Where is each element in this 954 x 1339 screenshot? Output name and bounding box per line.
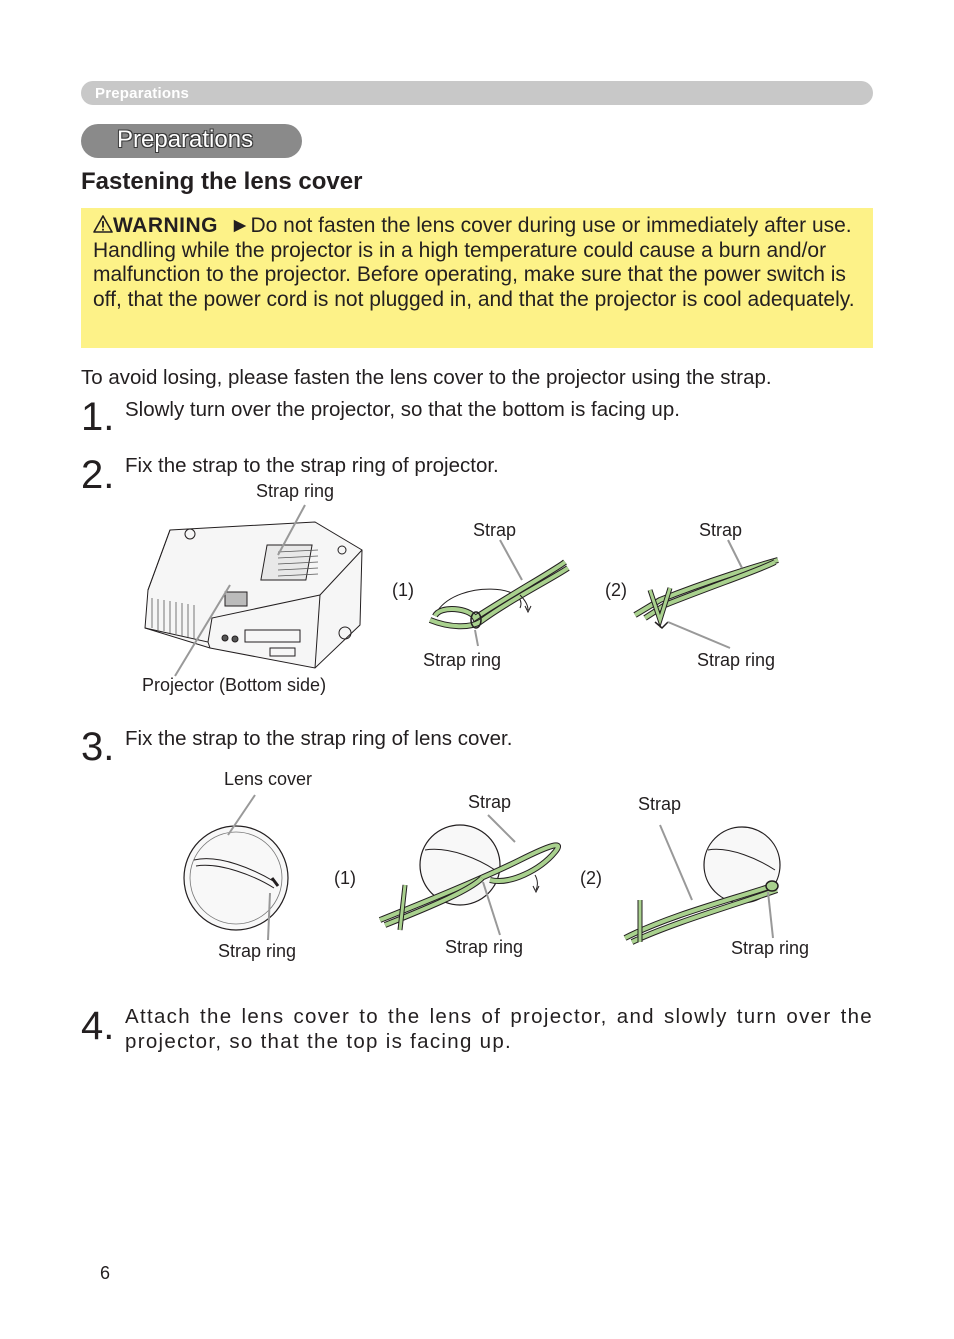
step-4-number: 4. (81, 1004, 115, 1048)
running-header (81, 81, 873, 105)
projector-illustration (145, 522, 362, 668)
fig2-sub-2: (2) (605, 580, 627, 600)
intro-text: To avoid losing, please fasten the lens cover to the projector using the strap. (81, 366, 772, 389)
fig3-sub-2: (2) (580, 868, 602, 888)
strap-step-1-illustration (430, 562, 568, 628)
page-number: 6 (100, 1263, 111, 1283)
warning-text (93, 214, 863, 313)
lens-strap-leader-line-1 (488, 815, 515, 842)
lens-cover-label: Lens cover (224, 769, 313, 789)
step-1-text: Slowly turn over the projector, so that the bottom is facing up. (125, 398, 680, 421)
lens-strap-leader-line-2 (660, 825, 692, 900)
step-3-number: 3. (81, 725, 115, 769)
warning-icon (93, 215, 113, 233)
fig3-strap-label-1: Strap (468, 792, 512, 812)
strap-step-2-illustration (635, 560, 778, 628)
step-2-number: 2. (81, 453, 115, 497)
fig2-sub-1: (1) (392, 580, 414, 600)
lens-ring-leader-line-2 (768, 892, 773, 938)
step-2-text: Fix the strap to the strap ring of projector. (125, 454, 499, 477)
fig3-ring-label-1: Strap ring (445, 937, 524, 957)
strap-leader-line-1 (500, 540, 522, 580)
warning-arrow: ► (229, 214, 251, 237)
section-title-pill (81, 124, 302, 158)
fig2-ring-label-2: Strap ring (697, 650, 776, 670)
fig2-strap-label-1: Strap (473, 520, 517, 540)
warning-text-rest: use. Handling while the projector is in a high temperature could cause a burn and/or malfunction to the projector. Before operating, make sure that the power switch is off, that the power cord is not plugged in, and that the projector is cool adequately. (93, 214, 855, 312)
strap-ring-label-projector: Strap ring (256, 481, 335, 501)
warning-text-line1: Do not fasten the lens cover during use or immediately after (250, 214, 807, 237)
lens-strap-step-2-illustration (625, 827, 780, 942)
step-3-text: Fix the strap to the strap ring of lens cover. (125, 727, 513, 750)
section-title: Preparations (117, 126, 254, 153)
running-header-label: Preparations (95, 85, 190, 102)
fig3-strap-label-2: Strap (638, 794, 682, 814)
fig2-strap-label-2: Strap (699, 520, 743, 540)
lens-strap-step-1-illustration (380, 825, 558, 930)
projector-caption: Projector (Bottom side) (142, 675, 327, 695)
figure-lens-cover-strap (170, 790, 810, 950)
fig3-sub-1: (1) (334, 868, 356, 888)
step-4-text: Attach the lens cover to the lens of projector, and slowly turn over the projector, so that the top is facing up. (125, 1005, 873, 1053)
fig3-ring-label-0: Strap ring (218, 941, 297, 961)
warning-box (81, 208, 873, 348)
ring-leader-line-2 (668, 622, 730, 648)
strap-leader-line-2 (728, 540, 742, 568)
ring-leader-line-1 (475, 630, 478, 646)
fig2-ring-label-1: Strap ring (423, 650, 502, 670)
page-heading: Fastening the lens cover (81, 168, 363, 195)
fig3-ring-label-2: Strap ring (731, 938, 810, 958)
warning-label: WARNING (113, 214, 218, 237)
step-1-number: 1. (81, 395, 115, 439)
lens-cover-illustration (184, 826, 288, 930)
